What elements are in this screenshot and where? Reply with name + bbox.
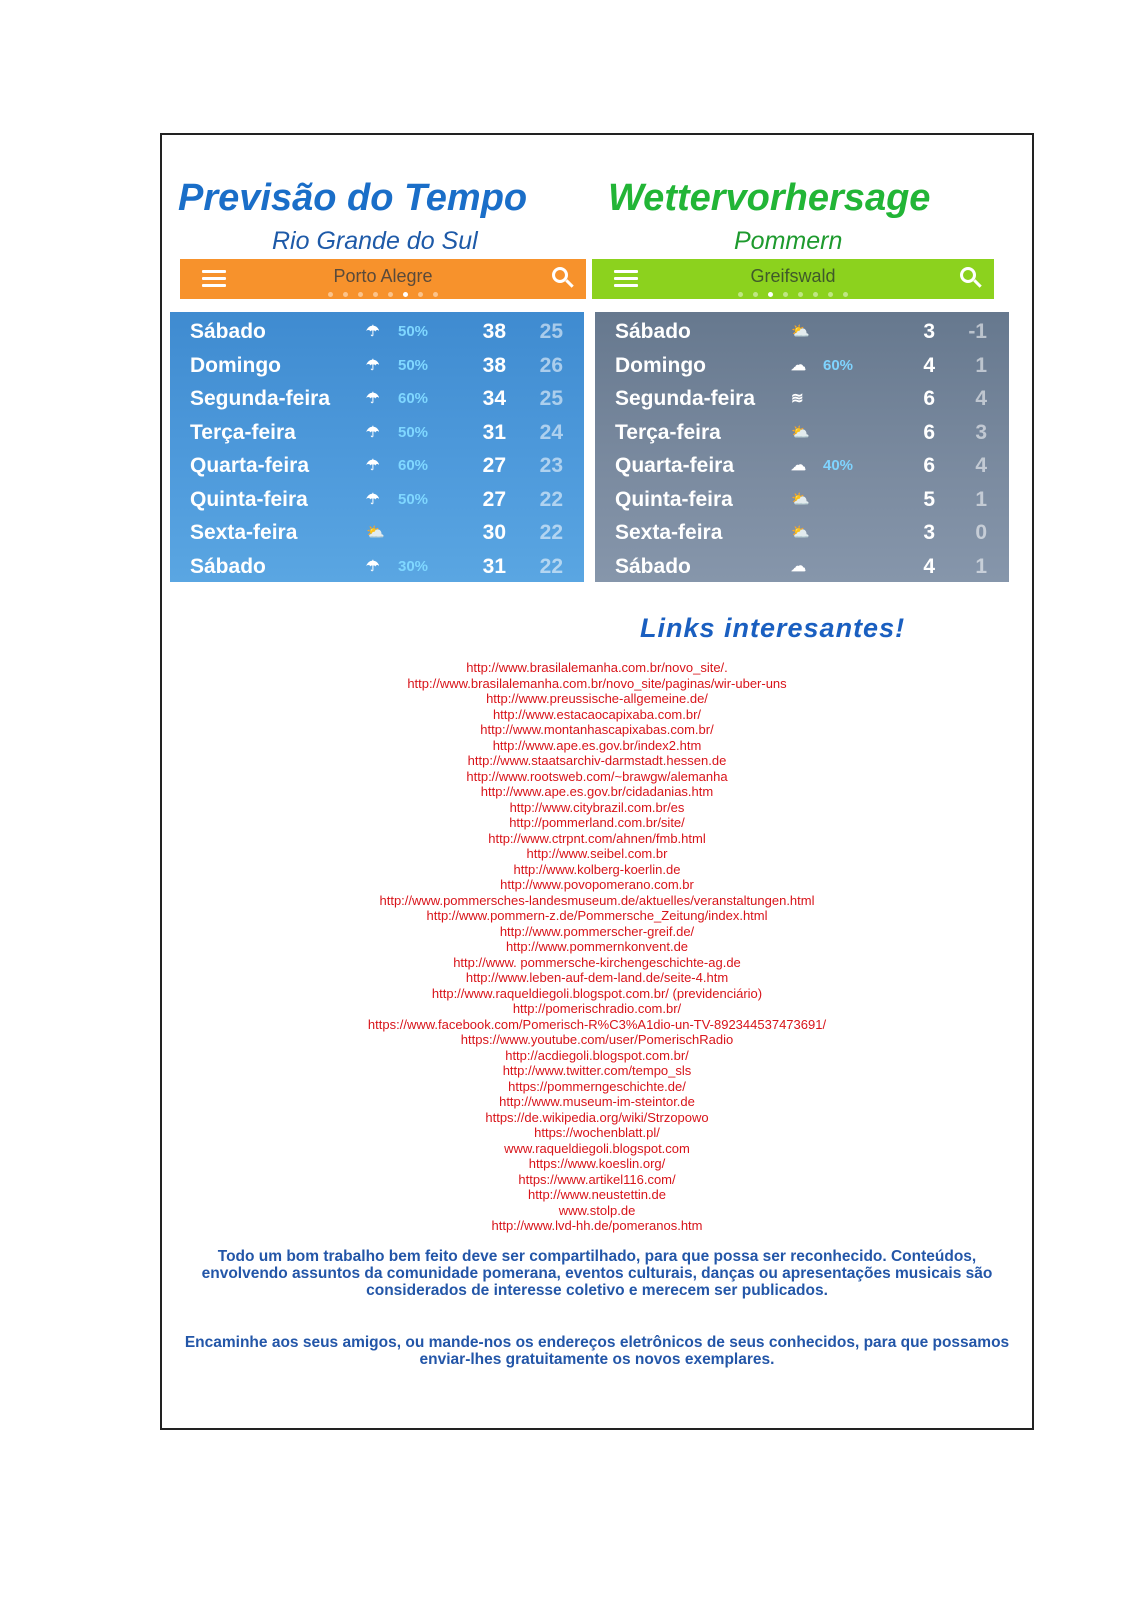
forecast-row [170,550,584,584]
forecast-row [595,483,1009,517]
temp-low: 1 [975,353,987,377]
weather-appbar-pt [180,259,586,299]
link-item[interactable]: http://acdiegoli.blogspot.com.br/ [505,1047,689,1063]
search-icon[interactable] [960,267,976,283]
search-icon[interactable] [552,267,568,283]
rain-icon: ☂ [366,323,380,340]
forecast-row [595,416,1009,450]
link-item[interactable]: http://www.ape.es.gov.br/cidadanias.htm [480,784,714,799]
temp-low: 0 [975,521,987,544]
temp-low: 24 [539,420,563,444]
forecast-row [595,449,1009,483]
page-dots [180,292,586,297]
city-name: Greifswald [750,266,836,286]
weather-appbar-de [592,259,994,299]
temp-low: 4 [975,387,987,410]
temp-low: 3 [975,420,987,444]
link-item[interactable]: http://www.ctrpnt.com/ahnen/fmb.html [488,830,706,846]
partly-sunny-icon: ⛅ [791,423,810,441]
link-item[interactable]: http://www.estacaocapixaba.com.br/ [492,706,702,722]
link-item[interactable]: http://www.citybrazil.com.br/es [509,799,685,815]
link-item[interactable]: http://www.ape.es.gov.br/index2.htm [492,737,702,753]
link-item[interactable]: http://www.pommernkonvent.de [505,939,689,954]
day-label: Sábado [615,320,691,343]
day-label: Sábado [190,320,266,343]
temp-low: 1 [975,554,987,578]
link-item[interactable]: https://wochenblatt.pl/ [534,1125,660,1140]
rain-chance: 60% [398,390,429,407]
day-label: Quinta-feira [190,487,308,511]
forecast-row [595,315,1009,349]
temp-low: 22 [539,487,563,511]
forecast-row [170,315,584,349]
temp-high: 5 [923,487,935,511]
link-item[interactable]: http://www.neustettin.de [527,1187,667,1202]
link-item[interactable]: http://www.lvd-hh.de/pomeranos.htm [491,1218,703,1233]
temp-high: 6 [923,387,935,410]
link-item[interactable]: www.stolp.de [558,1202,636,1218]
day-label: Domingo [190,353,281,377]
link-item[interactable]: https://www.youtube.com/user/PomerischRadio [460,1032,734,1047]
partly-sunny-icon: ⛅ [791,490,810,508]
day-label: Domingo [615,353,706,377]
temp-high: 31 [482,420,506,444]
temp-low: 22 [539,554,563,578]
page-frame [160,133,1034,1430]
temp-low: 1 [975,487,987,511]
link-item[interactable]: https://de.wikipedia.org/wiki/Strzopowo [485,1109,709,1125]
title-pt: Previsão do Tempo [178,177,528,219]
partly-sunny-icon: ⛅ [366,524,385,541]
link-item[interactable]: http://pomerischradio.com.br/ [512,1001,682,1016]
link-item[interactable]: http://www.kolberg-koerlin.de [513,861,681,877]
day-label: Segunda-feira [615,387,756,410]
cloud-icon: ☁ [791,457,806,474]
temp-high: 34 [482,387,506,410]
links-title: Links interesantes! [640,613,906,643]
rain-chance: 40% [823,457,854,474]
forecast-row [170,382,584,416]
rain-chance: 30% [398,557,429,575]
link-item[interactable]: http://www. pommersche-kirchengeschichte-ag.de [453,954,741,970]
day-label: Quarta-feira [615,454,735,477]
day-label: Terça-feira [615,420,721,444]
temp-high: 3 [923,521,935,544]
day-label: Sábado [190,554,266,578]
link-item[interactable]: http://www.pommern-z.de/Pommersche_Zeitung/index.html [426,908,768,923]
day-label: Quarta-feira [190,454,310,477]
temp-high: 6 [923,454,935,477]
rain-chance: 60% [823,356,854,374]
forecast-row [170,449,584,483]
temp-low: 23 [539,454,563,477]
temp-high: 27 [482,487,506,511]
temp-high: 30 [482,521,506,544]
day-label: Sábado [615,554,691,578]
link-item[interactable]: http://www.museum-im-steintor.de [499,1094,695,1109]
partly-sunny-icon: ⛅ [791,323,810,340]
page-dots [592,292,994,297]
wind-icon: ≋ [791,390,804,407]
forecast-panel-de [595,312,1009,582]
footer-paragraph-2: Encaminhe aos seus amigos, ou mande-nos os endereços eletrônicos de seus conhecidos, para que possamos enviar-lhes gratuitamente os novos exemplares. [184,1334,1010,1368]
subtitle-pt: Rio Grande do Sul [272,227,478,255]
rain-icon: ☂ [366,423,380,441]
partly-sunny-icon: ⛅ [791,524,810,541]
temp-low: 26 [539,353,563,377]
links-list [162,660,1032,1234]
link-item[interactable]: https://www.artikel116.com/ [518,1171,676,1187]
temp-high: 38 [482,353,506,377]
temp-high: 3 [923,320,935,343]
temp-high: 31 [482,554,506,578]
forecast-row [595,382,1009,416]
link-item[interactable]: http://www.povopomerano.com.br [500,877,694,892]
rain-icon: ☂ [366,390,380,407]
forecast-panel-pt [170,312,584,582]
rain-chance: 50% [398,423,429,441]
title-de: Wettervorhersage [608,177,931,219]
forecast-row [595,550,1009,584]
temp-high: 4 [923,353,935,377]
forecast-row [170,483,584,517]
forecast-row [170,516,584,550]
forecast-row [595,516,1009,550]
link-item[interactable]: http://www.pommersches-landesmuseum.de/aktuelles/veranstaltungen.html [379,892,815,908]
footer-paragraph-1: Todo um bom trabalho bem feito deve ser compartilhado, para que possa ser reconhecido. Conteúdos, envolvendo assuntos da comunidade pomerana, eventos culturais, danças ou apresentações musicais são considerados de interesse coletivo e merecem ser publicados. [201,1248,993,1299]
link-item[interactable]: https://www.koeslin.org/ [528,1156,666,1171]
link-item[interactable]: http://www.seibel.com.br [526,846,668,861]
rain-chance: 50% [398,490,429,508]
temp-high: 6 [923,420,935,444]
day-label: Sexta-feira [615,521,723,544]
forecast-row [595,349,1009,383]
temp-low: -1 [968,320,987,343]
temp-low: 25 [539,387,563,410]
link-item[interactable]: http://www.rootsweb.com/~brawgw/alemanha [466,768,728,784]
link-item[interactable]: http://pommerland.com.br/site/ [509,815,685,830]
link-item[interactable]: https://www.facebook.com/Pomerisch-R%C3%A1dio-un-TV-892344537473691/ [367,1016,827,1032]
cloud-icon: ☁ [791,557,806,575]
day-label: Terça-feira [190,420,296,444]
link-item[interactable]: http://www.pommerscher-greif.de/ [499,923,695,939]
rain-icon: ☂ [366,356,380,374]
rain-icon: ☂ [366,457,380,474]
temp-high: 27 [482,454,506,477]
city-name: Porto Alegre [333,266,433,286]
forecast-row [170,349,584,383]
subtitle-de: Pommern [734,227,843,255]
link-item[interactable]: www.raqueldiegoli.blogspot.com [504,1140,690,1156]
temp-high: 4 [923,554,935,578]
cloud-icon: ☁ [791,356,806,374]
link-item[interactable]: http://www.raqueldiegoli.blogspot.com.br/ (previdenciário) [431,985,763,1001]
link-item[interactable]: https://pommerngeschichte.de/ [508,1078,686,1094]
link-item[interactable]: http://www.preussische-allgemeine.de/ [486,691,708,706]
rain-chance: 60% [398,457,429,474]
temp-high: 38 [482,320,506,343]
rain-chance: 50% [398,356,429,374]
link-item[interactable]: http://www.twitter.com/tempo_sls [502,1063,692,1078]
forecast-row [170,416,584,450]
rain-icon: ☂ [366,490,380,508]
link-item[interactable]: http://www.staatsarchiv-darmstadt.hessen.de [467,753,727,768]
rain-chance: 50% [398,323,429,340]
day-label: Sexta-feira [190,521,298,544]
link-item[interactable]: http://www.brasilalemanha.com.br/novo_site/. [466,660,728,675]
temp-low: 22 [539,521,563,544]
rain-icon: ☂ [366,557,380,575]
temp-low: 4 [975,454,987,477]
link-item[interactable]: http://www.brasilalemanha.com.br/novo_site/paginas/wir-uber-uns [407,675,787,691]
day-label: Segunda-feira [190,387,331,410]
temp-low: 25 [539,320,563,343]
link-item[interactable]: http://www.montanhascapixabas.com.br/ [480,722,714,737]
day-label: Quinta-feira [615,487,733,511]
link-item[interactable]: http://www.leben-auf-dem-land.de/seite-4.htm [465,970,729,985]
